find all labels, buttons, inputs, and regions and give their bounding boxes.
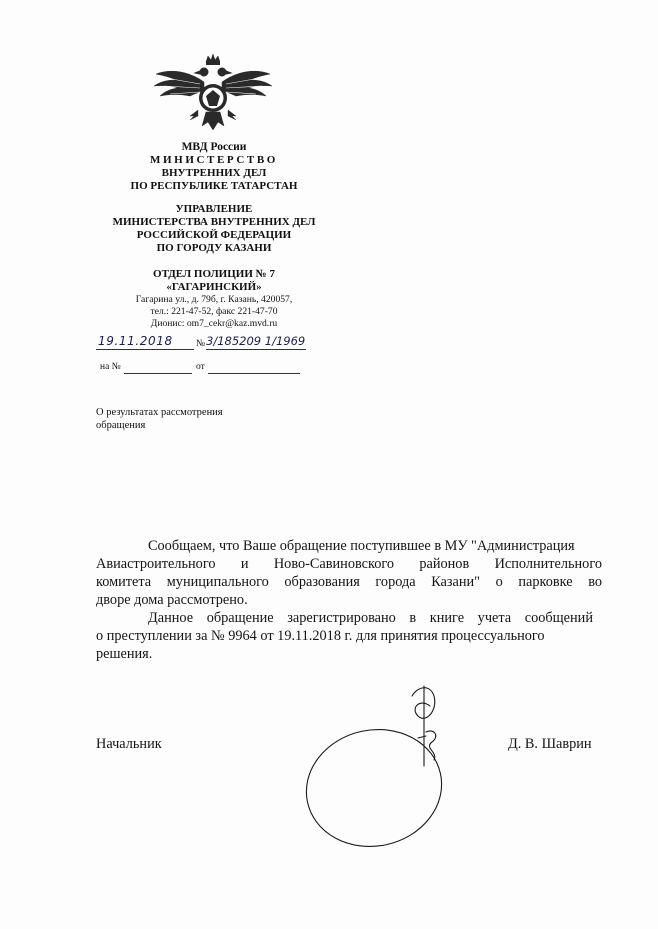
signatory-title: Начальник <box>96 736 162 752</box>
subject-line-1: О результатах рассмотрения <box>96 407 223 418</box>
body-p2-line-3: решения. <box>96 646 153 662</box>
ministry-short: МВД России <box>181 141 247 153</box>
body-p1-line-2: Авиастроительного и Ново-Савиновского районов Исполнительного <box>96 556 602 572</box>
reference-label: на № <box>100 362 121 372</box>
body-p2-line-2: о преступлении за № 9964 от 19.11.2018 г. для принятия процессуального <box>96 628 545 644</box>
ministry-line-1: МИНИСТЕРСТВО <box>150 154 278 166</box>
handwritten-signature <box>300 676 460 856</box>
directorate-line-3: РОССИЙСКОЙ ФЕДЕРАЦИИ <box>136 229 292 241</box>
body-p2-line-1: Данное обращение зарегистрировано в книге учета сообщений <box>148 610 593 626</box>
mvd-emblem <box>150 52 276 134</box>
subject-line-2: обращения <box>96 420 146 431</box>
address-line-2: тел.: 221-47-52, факс 221-47-70 <box>150 306 278 317</box>
body-p1-line-4: дворе дома рассмотрено. <box>96 592 248 608</box>
signatory-name: Д. В. Шаврин <box>508 736 592 752</box>
directorate-line-1: УПРАВЛЕНИЕ <box>175 203 253 215</box>
ministry-line-2: ВНУТРЕННИХ ДЕЛ <box>161 167 267 179</box>
directorate-line-4: ПО ГОРОДУ КАЗАНИ <box>156 242 272 254</box>
address-line-1: Гагарина ул., д. 79б, г. Казань, 420057, <box>135 294 293 305</box>
body-p1-line-1: Сообщаем, что Ваше обращение поступившее в МУ "Администрация <box>148 538 575 554</box>
registration-number: 3/185209 1/1969 <box>206 334 306 348</box>
address-line-3: Дионис: om7_cekr@kaz.mvd.ru <box>150 318 278 329</box>
registration-number-label: № <box>196 339 206 349</box>
registration-number-field <box>206 335 306 350</box>
ministry-line-3: ПО РЕСПУБЛИКЕ ТАТАРСТАН <box>130 180 298 192</box>
body-p1-line-3: комитета муниципального образования города Казани" о парковке во <box>96 574 602 590</box>
department-line-1: ОТДЕЛ ПОЛИЦИИ № 7 <box>153 268 275 280</box>
department-line-2: «ГАГАРИНСКИЙ» <box>166 281 262 293</box>
registration-date: 19.11.2018 <box>98 334 173 348</box>
directorate-line-2: МИНИСТЕРСТВА ВНУТРЕННИХ ДЕЛ <box>112 216 316 228</box>
reference-date-line <box>208 373 300 374</box>
registration-date-field <box>96 335 194 350</box>
reference-from-label: от <box>196 362 205 372</box>
reference-number-line <box>124 373 192 374</box>
